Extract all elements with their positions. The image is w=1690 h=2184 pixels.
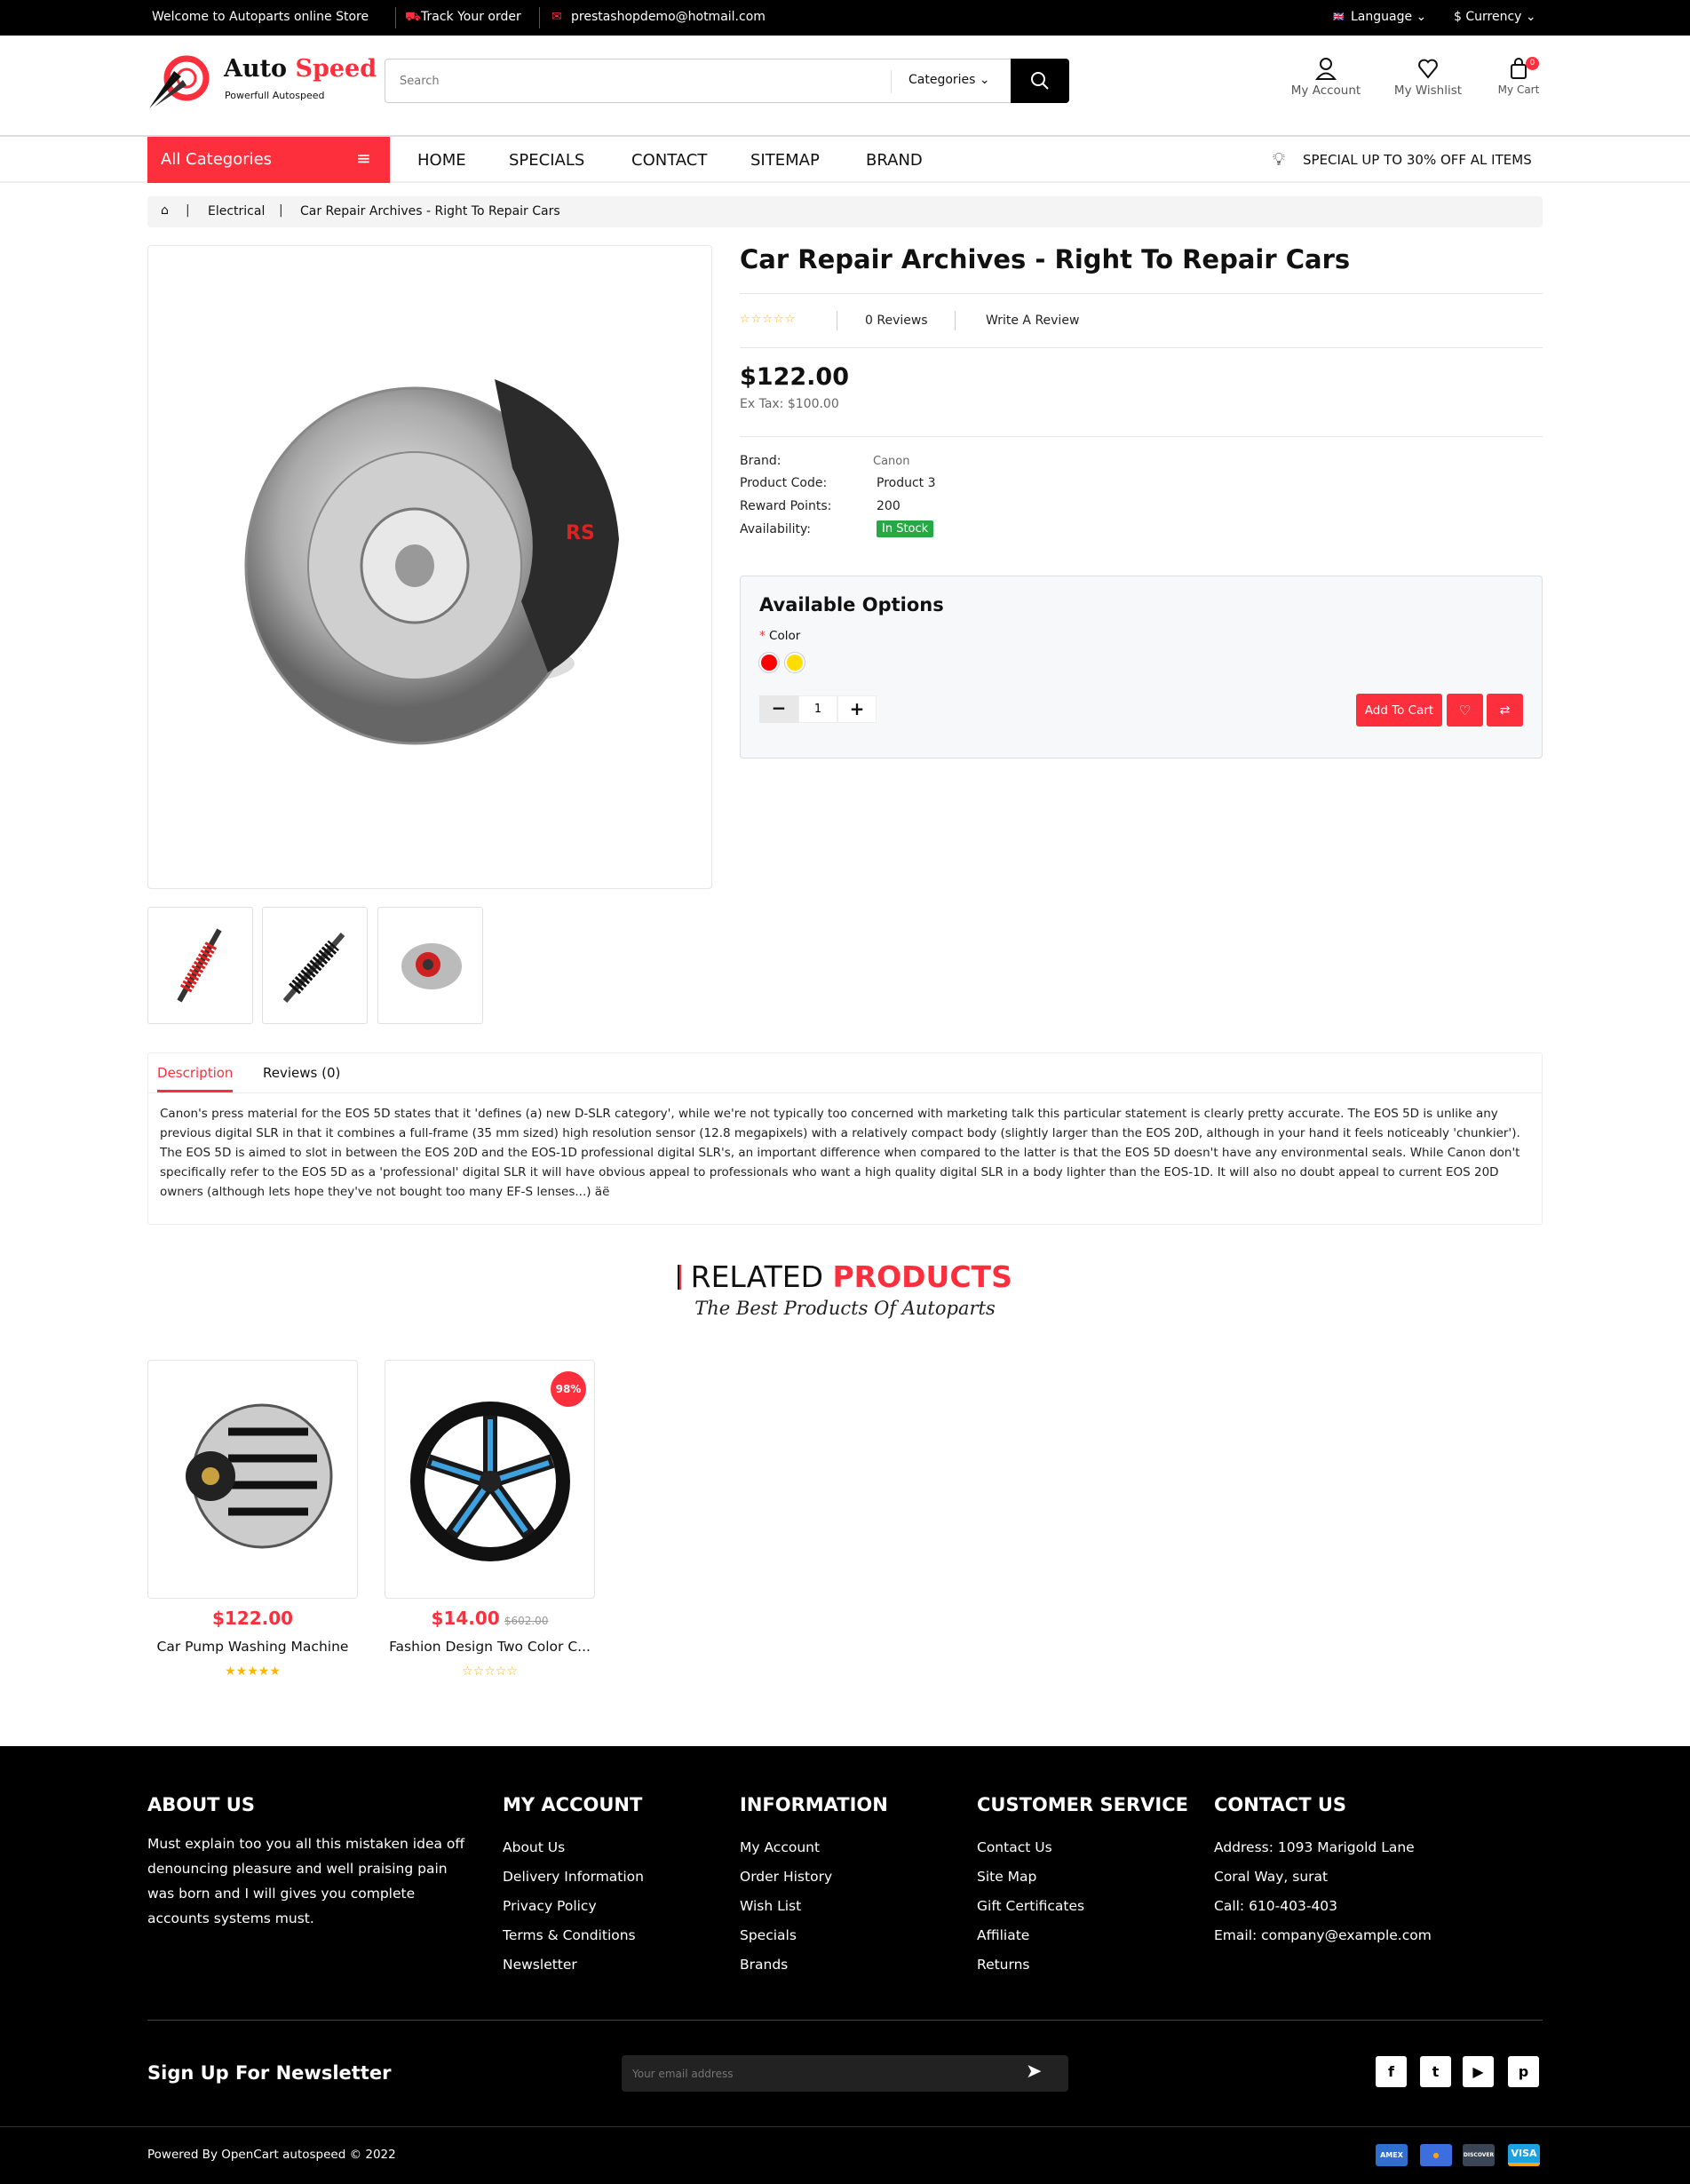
product-price: $122.00 — [740, 363, 849, 391]
brand-link[interactable]: Canon — [873, 455, 910, 468]
rating-stars: ☆☆☆☆☆ — [462, 1664, 518, 1679]
my-account-link[interactable]: My Account — [1286, 57, 1366, 98]
footer-link[interactable]: Gift Certificates — [977, 1898, 1085, 1914]
top-bar — [0, 0, 1690, 36]
track-order-link[interactable]: Track Your order — [421, 10, 521, 24]
heart-icon — [1417, 57, 1439, 80]
flag-icon: 🇬🇧 — [1333, 12, 1345, 22]
footer-link[interactable]: Contact Us — [977, 1839, 1052, 1855]
language-dropdown[interactable]: Language ⌄ — [1351, 10, 1427, 24]
main-nav — [0, 137, 1690, 183]
logo[interactable]: Auto Speed Powerfull Autospeed — [147, 55, 369, 110]
shock-absorber-red-image — [148, 908, 254, 1025]
send-icon[interactable]: ➤ — [1026, 2061, 1043, 2083]
footer-link[interactable]: Terms & Conditions — [503, 1927, 636, 1943]
facebook-icon[interactable]: f — [1376, 2056, 1407, 2087]
amex-icon: AMEX — [1376, 2144, 1408, 2166]
nav-contact[interactable]: CONTACT — [631, 151, 708, 170]
ex-tax-price: Ex Tax: $100.00 — [740, 397, 839, 411]
add-to-cart-button[interactable]: Add To Cart — [1356, 694, 1442, 727]
write-review-link[interactable]: Write A Review — [986, 314, 1080, 328]
tab-description[interactable]: Description — [157, 1065, 233, 1092]
compare-button[interactable] — [1487, 694, 1523, 727]
home-icon[interactable]: ⌂ — [161, 203, 169, 218]
product-main-image[interactable] — [147, 245, 712, 889]
search-icon — [1030, 71, 1050, 91]
user-icon — [1315, 57, 1337, 80]
footer-link[interactable]: Site Map — [977, 1869, 1037, 1885]
quantity-input[interactable] — [798, 695, 837, 723]
quantity-decrease-button[interactable]: − — [759, 695, 798, 723]
twitter-icon[interactable]: t — [1420, 2056, 1451, 2087]
logo-icon — [147, 55, 210, 110]
truck-icon: ⛟ — [405, 10, 421, 24]
alternator-image — [148, 1361, 359, 1600]
heart-icon: ♡ — [1458, 702, 1472, 719]
product-price-row: $14.00 $602.00 — [431, 1608, 549, 1629]
thumbnail-1[interactable] — [147, 907, 253, 1024]
pinterest-icon[interactable]: p — [1508, 2056, 1539, 2087]
footer-link[interactable]: About Us — [503, 1839, 566, 1855]
breadcrumb-current: Car Repair Archives - Right To Repair Cars — [300, 204, 560, 218]
currency-dropdown[interactable]: $ Currency ⌄ — [1454, 10, 1536, 24]
thumbnail-2[interactable] — [262, 907, 368, 1024]
search-input[interactable] — [385, 60, 892, 102]
footer-link[interactable]: Order History — [740, 1869, 833, 1885]
hamburger-icon: ≡ — [356, 147, 371, 169]
footer-link[interactable]: Delivery Information — [503, 1869, 644, 1885]
footer-link[interactable]: Brands — [740, 1957, 789, 1973]
footer-link[interactable]: My Account — [740, 1839, 821, 1855]
categories-dropdown[interactable]: Categories ⌄ — [908, 73, 990, 87]
newsletter-title: Sign Up For Newsletter — [147, 2062, 392, 2084]
mastercard-icon: ● — [1420, 2144, 1452, 2166]
cart-link[interactable]: 0 My Cart — [1497, 59, 1540, 96]
old-price: $602.00 — [504, 1615, 549, 1627]
product-card-image[interactable] — [147, 1360, 358, 1599]
product-card-image[interactable] — [385, 1360, 595, 1599]
mail-icon: ✉ — [551, 10, 562, 24]
product-name-link[interactable]: Car Pump Washing Machine — [156, 1639, 349, 1655]
copyright-text: Powered By OpenCart autospeed © 2022 — [147, 2148, 396, 2162]
footer: ABOUT US Must explain too you all this mistaken idea off denouncing pleasure and well praising pain was born and I will gives you complete accounts systems must. MY ACCOUNT About Us Delivery Information Privacy Policy Terms & Conditions Newsletter INFORMATION My Account Order History Wish List Specials Brands CUSTOMER SERVICE Contact Us Site Map Gift Certificates Affiliate Returns CONTACT US Address: 1093 Marigold Lane Coral Way, surat Call: 610-403-403 Email: company@example.com Sign Up For Newsletter Your email address ➤ f t ▶ p Powered By OpenCart autospeed © 2022 AMEX ● DISCOVER VISA — [0, 1746, 1690, 2184]
breadcrumb-electrical[interactable]: Electrical — [208, 204, 266, 218]
cart-count-badge: 0 — [1526, 57, 1539, 70]
visa-icon: VISA — [1508, 2144, 1540, 2166]
newsletter-email-input[interactable] — [622, 2055, 1012, 2092]
compare-icon: ⇄ — [1499, 703, 1511, 718]
nav-specials[interactable]: SPECIALS — [509, 151, 585, 170]
options-panel: Available Options * Color − 1 + Add To Cart ♡ ⇄ — [740, 576, 1543, 758]
rating-stars: ☆☆☆☆☆ — [740, 313, 797, 326]
tab-reviews[interactable]: Reviews (0) — [263, 1065, 341, 1081]
search-button[interactable] — [1011, 59, 1069, 103]
footer-link[interactable]: Newsletter — [503, 1957, 577, 1973]
youtube-icon[interactable]: ▶ — [1463, 2056, 1494, 2087]
reviews-count-link[interactable]: 0 Reviews — [865, 314, 928, 328]
wishlist-link[interactable]: My Wishlist — [1388, 57, 1468, 98]
stock-badge: In Stock — [877, 520, 933, 537]
all-categories-button[interactable]: All Categories ≡ — [147, 137, 390, 183]
color-swatch-yellow[interactable] — [785, 653, 805, 672]
breadcrumb: ⌂ | Electrical | Car Repair Archives - Right To Repair Cars — [147, 196, 1543, 227]
description-text: Canon's press material for the EOS 5D states that it 'defines (a) new D-SLR category', while we're not typically too concerned with marketing talk this particular statement is clearly pretty accurate. The EOS 5D is unlike any previous digital SLR in that it combines a full-frame (35 mm sized) high resolution sensor (12.8 megapixels) with a relatively compact body (slightly larger than the EOS 20D, although in your hand it feels noticeably 'chunkier'). The EOS 5D is aimed to slot in between the EOS 20D and the EOS-1D professional digital SLR's, an important difference when compared to the latter is that the EOS 5D doesn't have any environmental seals. While Canon don't specifically refer to the EOS 5D as a 'professional' digital SLR it will have obvious appeal to professionals who want a high quality digital SLR in a body lighter than the EOS-1D. It will also no doubt appeal to current EOS 20D owners (although lets hope they've not bought too many EF-S lenses...) äë — [160, 1107, 1520, 1199]
product-name-link[interactable]: Fashion Design Two Color C... — [389, 1639, 591, 1655]
newsletter-form — [622, 2055, 1068, 2092]
search-bar — [385, 59, 1068, 103]
discover-icon: DISCOVER — [1463, 2144, 1495, 2166]
footer-link[interactable]: Wish List — [740, 1898, 802, 1914]
rating-stars: ★★★★★ — [225, 1664, 281, 1679]
turbo-image — [378, 908, 484, 1025]
thumbnail-3[interactable] — [377, 907, 483, 1024]
welcome-text: Welcome to Autoparts online Store — [152, 10, 369, 24]
footer-link[interactable]: Privacy Policy — [503, 1898, 597, 1914]
discount-badge: 98% — [551, 1371, 586, 1407]
product-price: $122.00 — [211, 1608, 294, 1629]
footer-link[interactable]: Specials — [740, 1927, 797, 1943]
wishlist-button[interactable] — [1447, 694, 1483, 727]
promo-text: SPECIAL UP TO 30% OFF AL ITEMS — [1303, 152, 1532, 168]
shock-absorber-black-image — [263, 908, 369, 1025]
nav-sitemap[interactable]: SITEMAP — [750, 151, 820, 170]
footer-link[interactable]: Returns — [977, 1957, 1030, 1973]
quantity-increase-button[interactable]: + — [837, 695, 877, 723]
lightbulb-icon: 💡︎ — [1273, 148, 1285, 170]
footer-link[interactable]: Affiliate — [977, 1927, 1030, 1943]
email-link[interactable]: prestashopdemo@hotmail.com — [571, 10, 766, 24]
nav-home[interactable]: HOME — [417, 151, 466, 170]
related-title: RELATED PRODUCTS — [0, 1259, 1690, 1294]
svg-text:RS: RS — [566, 522, 595, 544]
product-title: Car Repair Archives - Right To Repair Cars — [740, 244, 1351, 274]
color-swatch-red[interactable] — [759, 653, 779, 672]
related-subtitle: The Best Products Of Autoparts — [694, 1298, 996, 1319]
nav-brand[interactable]: BRAND — [866, 151, 923, 170]
brake-disc-image — [148, 246, 713, 890]
